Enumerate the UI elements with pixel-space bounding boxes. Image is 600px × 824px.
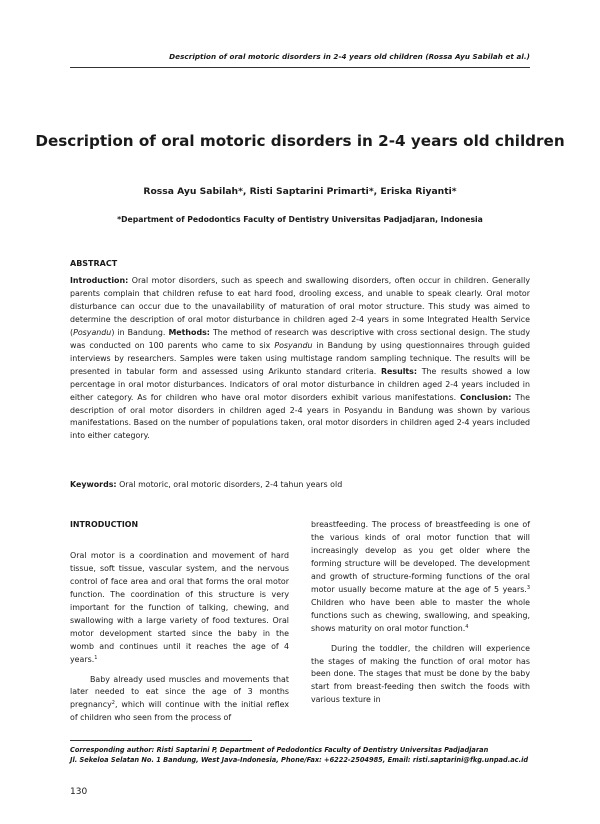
intro-paragraph-2-continued (311, 519, 530, 636)
intro-p1-text: Oral motor is a coordination and movement of hard tissue, soft tissue, vascular system, and the nervous control of face area and oral that forms the oral motor function. The coordination of this structure is very important for the function of talking, chewing, and swallowing with a large variety of food textures. Oral motor development started since the baby in the womb and continues until it reaches the age of 4 years. (70, 550, 289, 664)
abstract-heading: ABSTRACT (70, 259, 118, 268)
corresponding-author-footnote (70, 745, 540, 765)
author-list: Rossa Ayu Sabilah*, Risti Saptarini Primarti*, Eriska Riyanti* (143, 186, 457, 197)
citation-ref: 4 (465, 623, 469, 630)
right-column (311, 519, 530, 707)
footnote-rule (70, 740, 252, 741)
paper-title: Description of oral motoric disorders in 2-4 years old children (35, 132, 565, 150)
intro-p2-text-c: Children who have been able to master the whole functions such as chewing, swallowing, and speaking, shows maturity on oral motor function. (311, 597, 530, 633)
intro-paragraph-1 (70, 550, 289, 667)
footnote-line-2: Jl. Sekeloa Selatan No. 1 Bandung, West Java-Indonesia, Phone/Fax: +6222-2504985, Email: risti.saptarini@fkg.unpad.ac.id (70, 756, 529, 765)
abstract-methods-text: The method of research was descriptive with cross sectional design. The study was conducted on 100 parents who came to six (70, 327, 530, 350)
keywords-label: Keywords: (70, 480, 117, 489)
citation-ref: 1 (94, 654, 98, 661)
citation-ref: 2 (111, 700, 115, 707)
abstract-intro-text-2: ) in Bandung. (111, 327, 169, 337)
abstract-text (70, 275, 530, 443)
left-column (70, 519, 289, 725)
page-number: 130 (70, 787, 88, 797)
intro-p2-text-a: Baby already used muscles and movements that later needed to eat since the age of 3 months pregnancy (70, 674, 289, 710)
abstract-results-text: The results showed a low percentage in oral motor disturbances. Indicators of oral motor disturbance in children aged 2-4 years included in either category. As for children who have oral motor disorders exhibit various manifestations. (70, 366, 531, 402)
abstract-methods-text-2: in Bandung by using questionnaires through guided interviews by researchers. Samples were taken using multistage random sampling technique. The results will be presented in tabular form and assessed using Arikunto standard criteria. (70, 340, 530, 376)
abstract-intro-text: Oral motor disorders, such as speech and swallowing disorders, often occur in children. Generally parents complain that children refuse to eat hard food, drooling excess, and unable to speak clearly. Oral motor disturbance can occur due to the unavailability of maturation of oral motor structure. This study was aimed to determine the description of oral motor disturbance in children aged 2-4 years in some Integrated Health Service ( (70, 276, 530, 337)
posyandu-term: Posyandu (274, 340, 313, 350)
intro-paragraph-3: During the toddler, the children will experience the stages of making the function of oral motor has been done. The stages that must be done by the baby start from breast-feeding then switch the foods with various texture in (311, 643, 530, 705)
abstract-methods-label: Methods: (168, 327, 210, 337)
abstract-conclusion-label: Conclusion: (459, 392, 512, 402)
intro-p2-text-b: , which will continue with the initial reflex of children who seen from the process of (70, 700, 289, 723)
footnote-line-1: Corresponding author: Risti Saptarini P, Department of Pedodontics Faculty of Dentistry Universitas Padjadjaran (70, 746, 489, 754)
abstract-conclusion-text: The description of oral motor disorders in children aged 2-4 years in Posyandu in Bandung was shown by various manifestations. Based on the number of populations taken, oral motor disorders in children aged 2-4 years included into either category. (70, 392, 530, 441)
keywords-text: Oral motoric, oral motoric disorders, 2-4 tahun years old (116, 480, 343, 489)
citation-ref: 3 (526, 584, 530, 591)
intro-paragraph-2 (70, 674, 289, 726)
header-rule (70, 67, 530, 68)
affiliation: *Department of Pedodontics Faculty of Dentistry Universitas Padjadjaran, Indonesia (117, 215, 483, 224)
keywords (70, 480, 530, 489)
running-head: Description of oral motoric disorders in 2-4 years old children (Rossa Ayu Sabilah et al.) (169, 52, 530, 61)
abstract-intro-label: Introduction: (70, 276, 129, 285)
abstract-results-label: Results: (380, 366, 418, 376)
posyandu-term: Posyandu (73, 327, 112, 337)
intro-p2-text-b-continued: breastfeeding. The process of breastfeeding is one of the various kinds of oral motor function that will increasingly develop as you get older where the forming structure will be developed. The development and growth of structure-forming functions of the oral motor usually become mature at the age of 5 years. (311, 520, 530, 594)
introduction-heading: INTRODUCTION (70, 520, 139, 529)
